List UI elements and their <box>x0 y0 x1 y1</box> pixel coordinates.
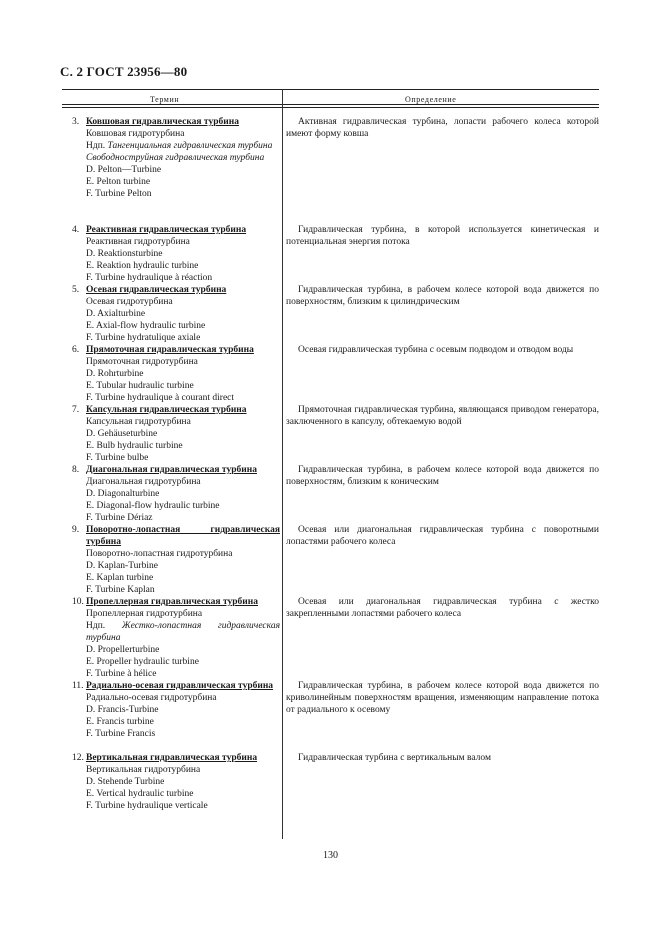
term-cell <box>62 344 280 404</box>
definition-cell: Активная гидравлическая турбина, лопасти рабочего колеса которой имеют форму ковша <box>286 117 599 139</box>
deprecated-term-text: Тангенциальная гидравлическая турбина <box>107 141 273 151</box>
term-variant: Прямоточная гидротурбина <box>86 357 198 367</box>
term-variant: Вертикальная гидротурбина <box>86 765 201 775</box>
term-number: 12. <box>72 753 84 763</box>
term-number: 5. <box>72 285 80 295</box>
term-column-header: Термин <box>150 95 180 104</box>
deprecated-term-text: Свободноструйная гидравлическая турбина <box>86 153 265 163</box>
term-number: 6. <box>72 345 80 355</box>
term-variant: F. Turbine hydraulique à réaction <box>86 273 213 283</box>
column-divider <box>282 89 283 839</box>
standard-term: Осевая гидравлическая турбина <box>86 285 227 295</box>
standard-term: Ковшовая гидравлическая турбина <box>86 117 239 127</box>
term-variant: E. Pelton turbine <box>86 177 151 187</box>
term-variant: E. Axial-flow hydraulic turbine <box>86 321 206 331</box>
table-top-rule <box>62 89 599 90</box>
term-variant: E. Kaplan turbine <box>86 573 154 583</box>
standard-term: Реактивная гидравлическая турбина <box>86 225 247 235</box>
term-cell <box>62 524 280 596</box>
deprecated-term <box>62 620 280 644</box>
standard-term: Диагональная гидравлическая турбина <box>86 465 257 475</box>
term-variant: D. Kaplan-Turbine <box>86 561 158 571</box>
deprecated-term-text <box>62 152 280 164</box>
term-variant: E. Tubular hudraulic turbine <box>86 381 194 391</box>
term-variant: D. Stehende Turbine <box>86 777 165 787</box>
term-variant: E. Bulb hydraulic turbine <box>86 441 183 451</box>
term-variant: Осевая гидротурбина <box>86 297 173 307</box>
term-variant: F. Turbine Francis <box>86 729 156 739</box>
term-number: 3. <box>72 117 80 127</box>
term-variant: F. Turbine à hélice <box>86 669 157 679</box>
term-cell <box>62 464 280 524</box>
term-variant: D. Gehäuseturbine <box>86 429 158 439</box>
term-variant: F. Turbine hydraulique à courant direct <box>86 393 235 403</box>
term-variant: E. Francis turbine <box>86 717 154 727</box>
term-variant: Поворотно-лопастная гидротурбина <box>86 549 233 559</box>
definition-cell: Осевая гидравлическая турбина с осевым подводом и отводом воды <box>298 345 574 355</box>
term-cell <box>62 224 280 284</box>
standard-term: Поворотно-лопастная гидравлическая турбина <box>86 525 280 547</box>
term-variant: E. Reaktion hydraulic turbine <box>86 261 199 271</box>
term-variant: F. Turbine hydratulique axiale <box>86 333 201 343</box>
header-rule-double <box>62 107 599 108</box>
header-rule <box>62 104 599 105</box>
term-cell <box>62 284 280 344</box>
definition-cell: Осевая или диагональная гидравлическая турбина с поворотными лопастями рабочего колеса <box>286 525 599 547</box>
deprecated-label: Ндп. <box>86 141 106 151</box>
deprecated-term <box>62 140 280 152</box>
deprecated-label: Ндп. <box>86 621 106 631</box>
term-variant: Диагональная гидротурбина <box>86 477 201 487</box>
term-variant: F. Turbine Pelton <box>86 189 152 199</box>
term-number: 7. <box>72 405 80 415</box>
standard-term: Пропеллерная гидравлическая турбина <box>86 597 258 607</box>
term-variant: Капсульная гидротурбина <box>86 417 191 427</box>
term-cell <box>62 116 280 200</box>
page-header: С. 2 ГОСТ 23956—80 <box>60 64 188 79</box>
definition-column-header: Определение <box>405 95 457 104</box>
definition-cell: Прямоточная гидравлическая турбина, являющаяся приводом генератора, заключенного в капсулу, обтекаемую водой <box>286 405 599 427</box>
term-number: 4. <box>72 225 80 235</box>
standard-term: Вертикальная гидравлическая турбина <box>86 753 258 763</box>
term-number: 10. <box>72 597 84 607</box>
term-variant: E. Diagonal-flow hydraulic turbine <box>86 501 220 511</box>
term-number: 11. <box>72 681 84 691</box>
definition-cell: Гидравлическая турбина, в рабочем колесе которой вода движется по поверхностям, близким к цилиндрическим <box>286 285 599 307</box>
term-variant: F. Turbine bulbe <box>86 453 149 463</box>
term-variant: D. Rohrturbine <box>86 369 144 379</box>
standard-term: Капсульная гидравлическая турбина <box>86 405 247 415</box>
term-cell <box>62 752 280 812</box>
term-variant: E. Propeller hydraulic turbine <box>86 657 199 667</box>
term-cell <box>62 596 280 680</box>
definition-cell: Осевая или диагональная гидравлическая турбина с жестко закрепленными лопастями рабочего колеса <box>286 597 599 619</box>
term-variant: D. Pelton—Turbine <box>86 165 162 175</box>
definition-cell: Гидравлическая турбина, в которой используется кинетическая и потенциальная энергия потока <box>286 225 599 247</box>
term-cell <box>62 680 280 740</box>
term-variant: D. Reaktionsturbine <box>86 249 163 259</box>
term-variant: F. Turbine Kaplan <box>86 585 155 595</box>
term-variant: D. Francis-Turbine <box>86 705 159 715</box>
definition-cell: Гидравлическая турбина с вертикальным валом <box>298 753 491 763</box>
term-cell <box>62 404 280 464</box>
deprecated-term-text: Жестко-лопастная гидравлическая турбина <box>86 621 281 643</box>
standard-term: Радиально-осевая гидравлическая турбина <box>86 681 274 691</box>
term-variant: D. Axialturbine <box>86 309 146 319</box>
term-variant: E. Vertical hydraulic turbine <box>86 789 194 799</box>
term-variant: F. Turbine hydraulique verticale <box>86 801 208 811</box>
term-variant: Ковшовая гидротурбина <box>86 129 185 139</box>
definition-cell: Гидравлическая турбина, в рабочем колесе которой вода движется по поверхностям, близким к коническим <box>286 465 599 487</box>
term-variant: Пропеллерная гидротурбина <box>86 609 203 619</box>
term-number: 8. <box>72 465 80 475</box>
page-number: 130 <box>323 850 338 861</box>
standard-term: Прямоточная гидравлическая турбина <box>86 345 254 355</box>
term-number: 9. <box>72 525 80 535</box>
term-variant: D. Propellerturbine <box>86 645 160 655</box>
term-variant: F. Turbine Dériaz <box>86 513 153 523</box>
term-variant: Радиально-осевая гидротурбина <box>86 693 217 703</box>
term-variant: D. Diagonalturbine <box>86 489 160 499</box>
definition-cell: Гидравлическая турбина, в рабочем колесе которой вода движется по криволинейным поверхностям вращения, изменяющим направление потока от радиального к осевому <box>286 681 599 715</box>
term-variant: Реактивная гидротурбина <box>86 237 190 247</box>
